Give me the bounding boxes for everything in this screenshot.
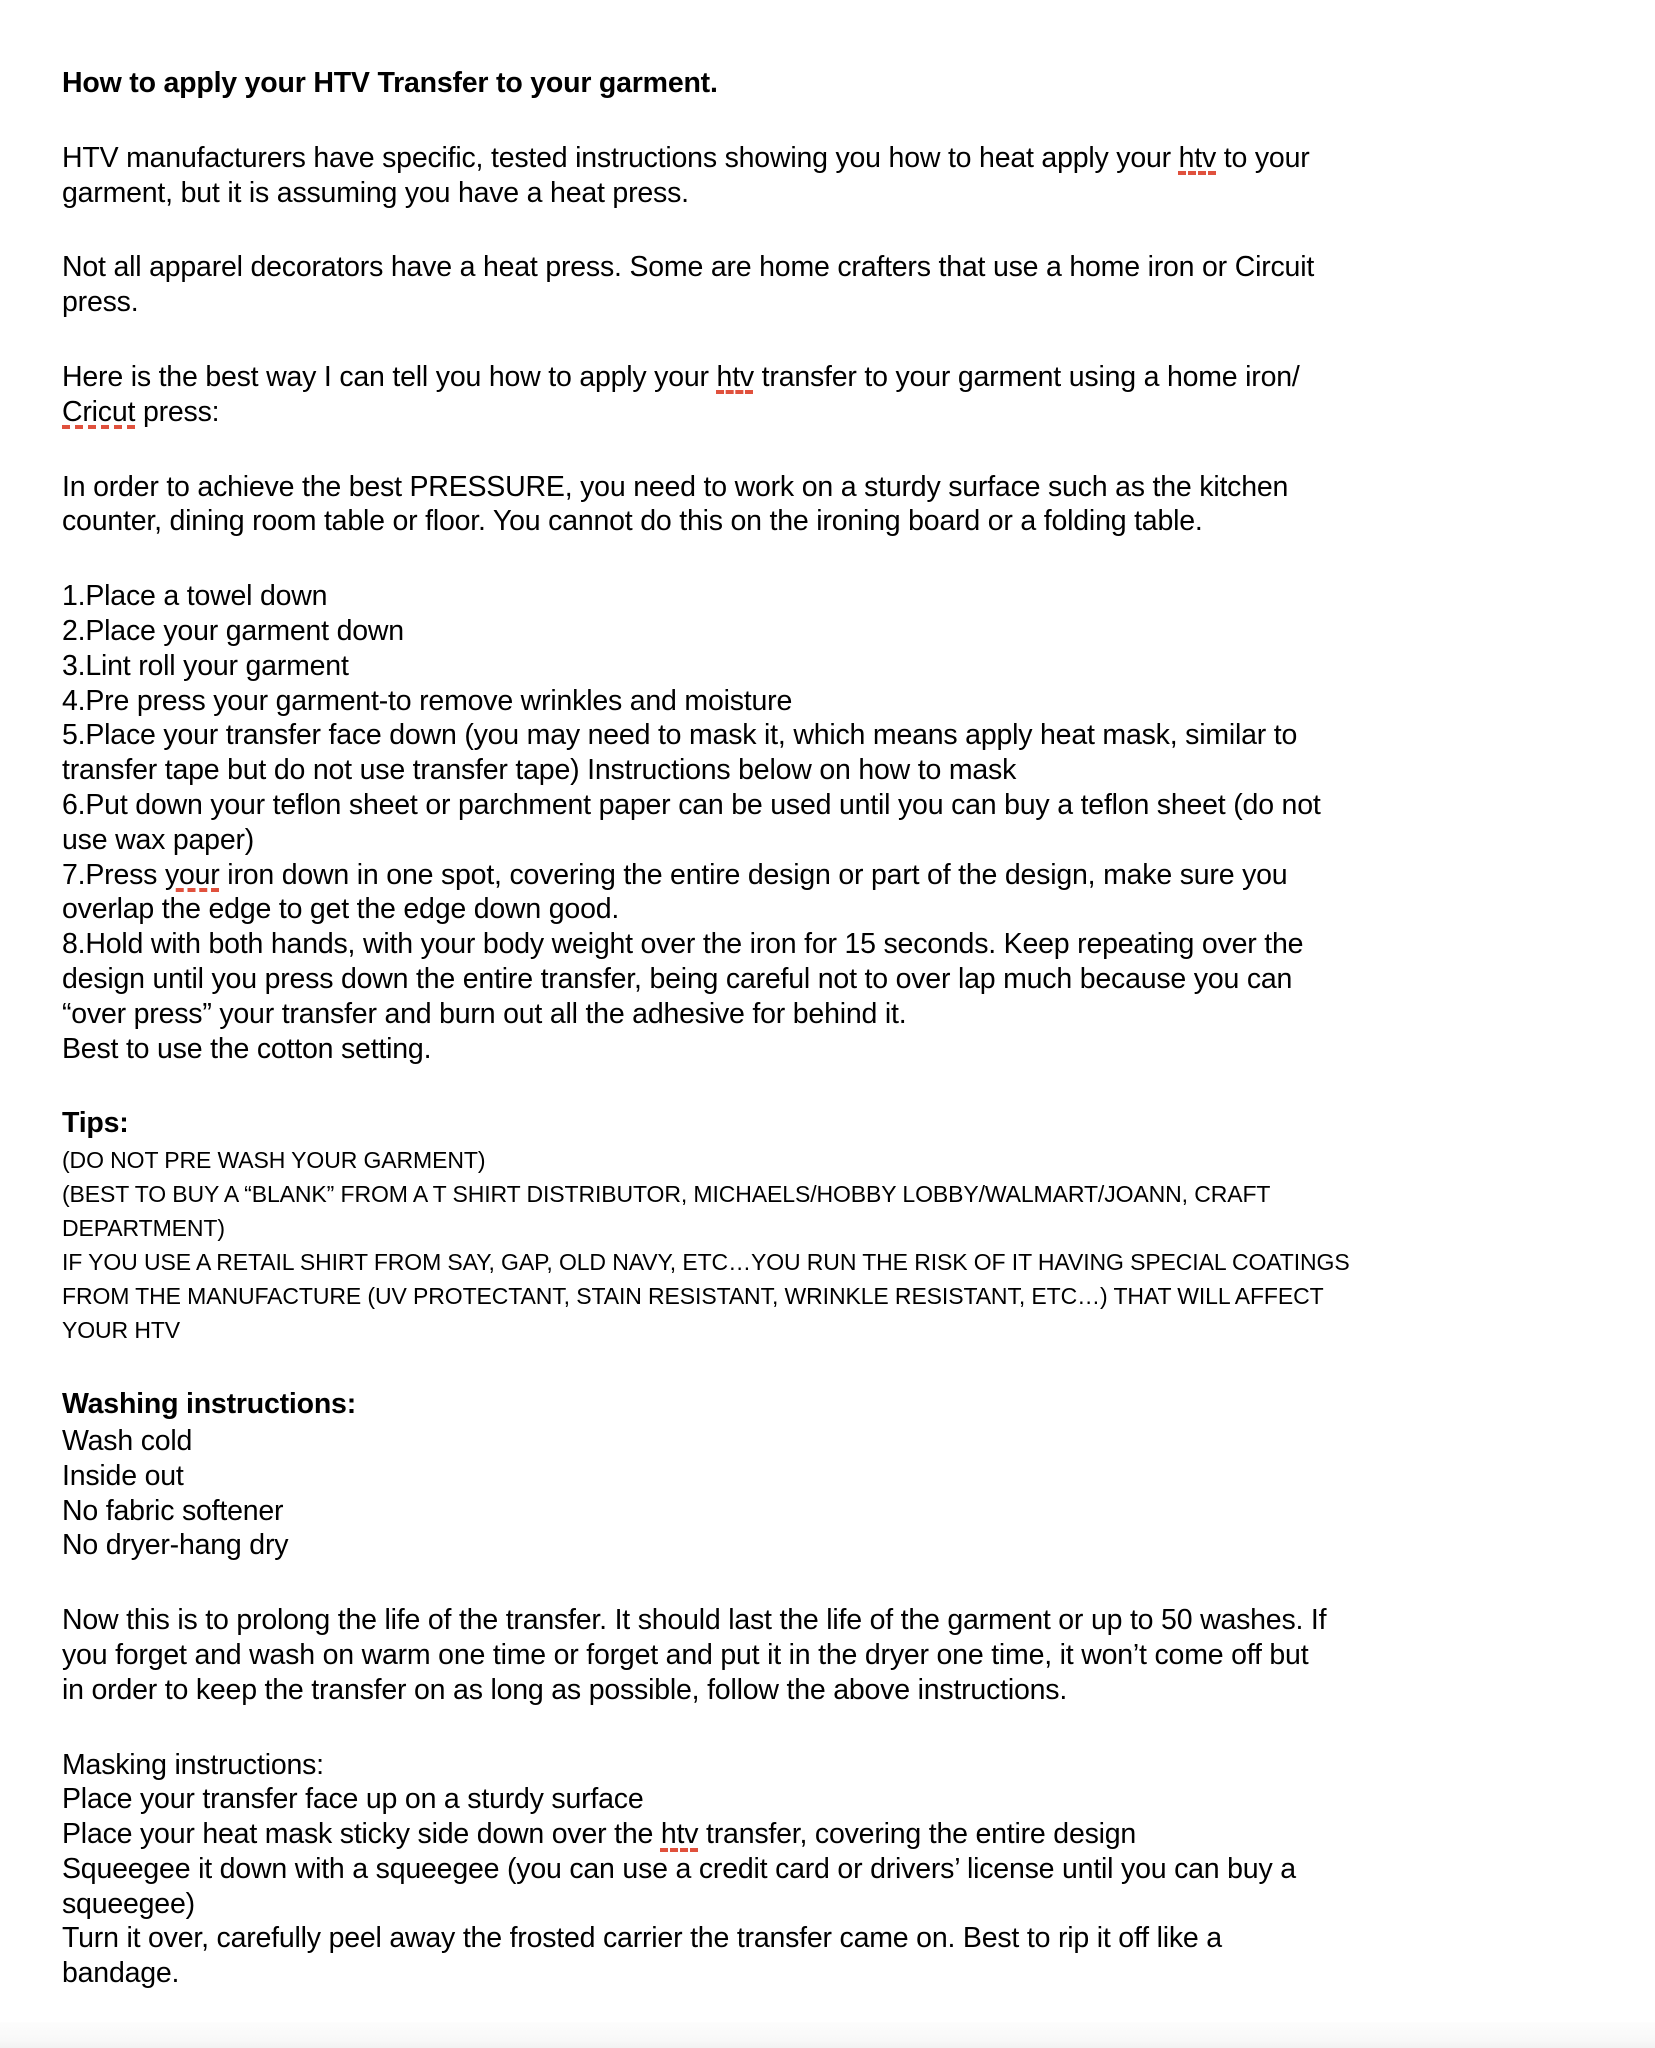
text-segment: 7.Press [62, 858, 165, 891]
text-segment: transfer to your garment using a home iron/ [753, 360, 1300, 393]
text-segment: FROM THE MANUFACTURE (UV PROTECTANT, STAIN RESISTANT, WRINKLE RESISTANT, ETC…) THAT WILL AFFECT [62, 1283, 1324, 1310]
text-segment: In order to achieve the best PRESSURE, you need to work on a sturdy surface such as the kitchen [62, 470, 1289, 503]
text-segment: HTV manufacturers have specific, tested instructions showing you how to heat apply your [62, 141, 1179, 174]
text-segment: in order to keep the transfer on as long as possible, follow the above instructions. [62, 1673, 1068, 1706]
text-segment: to your [1216, 141, 1310, 174]
text-segment: How to apply your HTV Transfer to your garment. [62, 67, 718, 99]
misspelled-word: htv [716, 360, 754, 393]
text-line [62, 579, 1597, 614]
text-segment: you forget and wash on warm one time or forget and put it in the dryer one time, it won’t come off but [62, 1638, 1309, 1671]
text-segment: Washing instructions: [62, 1388, 356, 1421]
washing-list [62, 1424, 1597, 1563]
text-line [62, 1673, 1597, 1708]
text-line [62, 1782, 1597, 1817]
text-segment: bandage. [62, 1957, 180, 1990]
text-line [62, 1852, 1597, 1887]
text-line [62, 66, 1597, 101]
text-segment: 2.Place your garment down [62, 614, 404, 647]
text-segment: 5.Place your transfer face down (you may need to mask it, which means apply heat mask, similar to [62, 719, 1298, 752]
washing-heading [62, 1387, 1597, 1422]
text-line [62, 997, 1597, 1032]
text-segment: Inside out [62, 1459, 184, 1492]
text-line [62, 823, 1597, 858]
masking-section [62, 1748, 1597, 1992]
text-segment: transfer tape but do not use transfer tape) Instructions below on how to mask [62, 754, 1017, 787]
text-segment: Place your transfer face up on a sturdy surface [62, 1783, 644, 1816]
text-segment: 4.Pre press your garment-to remove wrinkles and moisture [62, 684, 793, 717]
misspelled-word: your [164, 858, 220, 891]
text-line [62, 504, 1597, 539]
text-line [62, 1387, 1597, 1422]
text-line [62, 1887, 1597, 1922]
steps-list [62, 579, 1597, 1066]
text-segment: Here is the best way I can tell you how to apply your [62, 360, 717, 393]
text-segment: (BEST TO BUY A “BLANK” FROM A T SHIRT DISTRIBUTOR, MICHAELS/HOBBY LOBBY/WALMART/JOANN, CRAFT [62, 1181, 1271, 1208]
text-segment: Masking instructions: [62, 1748, 324, 1781]
text-line [62, 1313, 1597, 1347]
text-line [62, 1143, 1597, 1177]
text-line [62, 718, 1597, 753]
text-line [62, 1494, 1597, 1529]
text-line [62, 1459, 1597, 1494]
text-segment: Tips: [62, 1107, 129, 1140]
text-line [62, 1424, 1597, 1459]
text-line [62, 1956, 1597, 1991]
text-segment: Place your heat mask sticky side down over the [62, 1818, 661, 1851]
text-line [62, 649, 1597, 684]
misspelled-word: Cricut [62, 395, 136, 428]
text-line [62, 1817, 1597, 1852]
text-line [62, 1528, 1597, 1563]
text-line [62, 395, 1597, 430]
text-segment: garment, but it is assuming you have a heat press. [62, 176, 689, 209]
text-line [62, 684, 1597, 719]
text-segment: iron down in one spot, covering the entire design or part of the design, make sure you [219, 858, 1288, 891]
title-heading [62, 66, 1597, 101]
text-segment: No dryer-hang dry [62, 1529, 289, 1562]
text-line [62, 1177, 1597, 1211]
text-segment: YOUR HTV [62, 1317, 181, 1344]
text-segment: squeegee) [62, 1887, 195, 1920]
text-line [62, 1211, 1597, 1245]
text-segment: overlap the edge to get the edge down good. [62, 893, 620, 926]
text-line [62, 1603, 1597, 1638]
text-line [62, 176, 1597, 211]
text-line [62, 285, 1597, 320]
text-segment: counter, dining room table or floor. You cannot do this on the ironing board or a folding table. [62, 505, 1203, 538]
text-line [62, 1921, 1597, 1956]
text-segment: Squeegee it down with a squeegee (you can use a credit card or drivers’ license until you can buy a [62, 1852, 1296, 1885]
pressure-paragraph [62, 470, 1597, 540]
text-segment: Best to use the cotton setting. [62, 1032, 432, 1065]
tips-heading [62, 1106, 1597, 1141]
text-segment: 8.Hold with both hands, with your body weight over the iron for 15 seconds. Keep repeating over the [62, 928, 1304, 961]
text-segment: DEPARTMENT) [62, 1215, 225, 1242]
misspelled-word: htv [660, 1818, 699, 1851]
text-line [62, 360, 1597, 395]
text-segment: press: [135, 395, 220, 428]
text-line [62, 614, 1597, 649]
text-line [62, 962, 1597, 997]
bottom-bar [0, 2022, 1655, 2048]
text-line [62, 1638, 1597, 1673]
decorators-paragraph [62, 250, 1597, 320]
text-line [62, 1032, 1597, 1067]
text-segment: transfer, covering the entire design [698, 1818, 1137, 1851]
text-line [62, 1748, 1597, 1783]
text-line [62, 788, 1597, 823]
text-segment: Wash cold [62, 1424, 193, 1457]
tips-list [62, 1143, 1597, 1347]
text-segment: 6.Put down your teflon sheet or parchment paper can be used until you can buy a teflon sheet (do not [62, 788, 1321, 821]
text-line [62, 892, 1597, 927]
text-line [62, 927, 1597, 962]
text-line [62, 1279, 1597, 1313]
text-line [62, 1245, 1597, 1279]
misspelled-word: htv [1178, 141, 1217, 174]
text-segment: “over press” your transfer and burn out all the adhesive for behind it. [62, 997, 907, 1030]
text-segment: 3.Lint roll your garment [62, 649, 349, 682]
text-segment: Now this is to prolong the life of the transfer. It should last the life of the garment or up to 50 washes. If [62, 1604, 1327, 1637]
text-segment: use wax paper) [62, 823, 255, 856]
document-content [62, 66, 1597, 1991]
text-segment: design until you press down the entire transfer, being careful not to over lap much because you can [62, 962, 1293, 995]
best-way-paragraph [62, 360, 1597, 430]
text-segment: press. [62, 286, 139, 319]
text-line [62, 470, 1597, 505]
text-segment: Turn it over, carefully peel away the frosted carrier the transfer came on. Best to rip it off like a [62, 1922, 1222, 1955]
text-line [62, 250, 1597, 285]
text-segment: (DO NOT PRE WASH YOUR GARMENT) [62, 1147, 486, 1174]
prolong-paragraph [62, 1603, 1597, 1707]
text-segment: IF YOU USE A RETAIL SHIRT FROM SAY, GAP, OLD NAVY, ETC…YOU RUN THE RISK OF IT HAVING SPECIAL COATINGS [62, 1249, 1350, 1276]
text-segment: Not all apparel decorators have a heat press. Some are home crafters that use a home iron or Circuit [62, 251, 1315, 284]
text-line [62, 1106, 1597, 1141]
text-segment: No fabric softener [62, 1494, 284, 1527]
text-segment: 1.Place a towel down [62, 580, 328, 613]
text-line [62, 858, 1597, 893]
text-line [62, 141, 1597, 176]
intro-paragraph [62, 141, 1597, 211]
text-line [62, 753, 1597, 788]
